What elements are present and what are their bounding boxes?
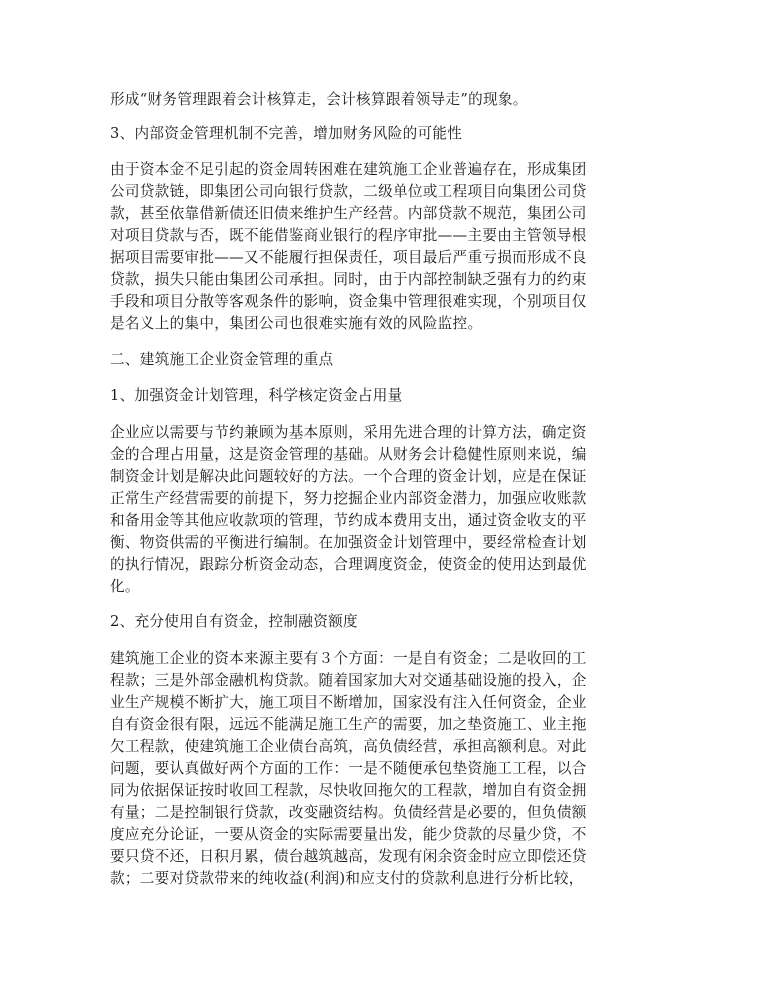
sub1-heading: 1、加强资金计划管理，科学核定资金占用量 xyxy=(110,387,403,404)
paragraph-line: 有量；二是控制银行贷款，改变融资结构。负债经营是必要的，但负债额 xyxy=(110,804,587,821)
paragraph-line: 正常生产经营需要的前提下，努力挖掘企业内部资金潜力，加强应收账款 xyxy=(110,490,587,507)
paragraph-line: 和备用金等其他应收款项的管理，节约成本费用支出，通过资金收支的平 xyxy=(110,512,587,529)
paragraph-line: 同为依据保证按时收回工程款，尽快收回拖欠的工程款，增加自有资金拥 xyxy=(110,782,587,799)
paragraph-line: 的执行情况，跟踪分析资金动态，合理调度资金，使资金的使用达到最优 xyxy=(110,556,587,573)
paragraph-line: 公司贷款链，即集团公司向银行贷款，二级单位或工程项目向集团公司贷 xyxy=(110,183,587,200)
paragraph-line: 业生产规模不断扩大，施工项目不断增加，国家没有注入任何资金，企业 xyxy=(110,694,587,711)
paragraph-line: 贷款，损失只能由集团公司承担。同时，由于内部控制缺乏强有力的约束 xyxy=(110,271,587,288)
paragraph-line: 由于资本金不足引起的资金周转困难在建筑施工企业普遍存在，形成集团 xyxy=(110,161,587,178)
paragraph-line: 度应充分论证，一要从资金的实际需要量出发，能少贷款的尽量少贷，不 xyxy=(110,826,587,843)
paragraph-line: 对项目贷款与否，既不能借鉴商业银行的程序审批——主要由主管领导根 xyxy=(110,227,587,244)
sub2-heading: 2、充分使用自有资金，控制融资额度 xyxy=(110,613,358,630)
paragraph-line: 自有资金很有限，远远不能满足施工生产的需要，加之垫资施工、业主拖 xyxy=(110,716,587,733)
paragraph-line: 企业应以需要与节约兼顾为基本原则，采用先进合理的计算方法，确定资 xyxy=(110,424,587,441)
paragraph-line: 金的合理占用量，这是资金管理的基础。从财务会计稳健性原则来说，编 xyxy=(110,446,587,463)
paragraph-line: 款，甚至依靠借新债还旧债来维护生产经营。内部贷款不规范，集团公司 xyxy=(110,205,587,222)
paragraph-line: 是名义上的集中，集团公司也很难实施有效的风险监控。 xyxy=(110,315,483,332)
paragraph-line: 手段和项目分散等客观条件的影响，资金集中管理很难实现，个别项目仅 xyxy=(110,293,587,310)
paragraph-line: 制资金计划是解决此问题较好的方法。一个合理的资金计划，应是在保证 xyxy=(110,468,587,485)
paragraph-line: 衡、物资供需的平衡进行编制。在加强资金计划管理中，要经常检查计划 xyxy=(110,534,587,551)
part2-heading: 二、建筑施工企业资金管理的重点 xyxy=(110,351,334,368)
section3-heading: 3、内部资金管理机制不完善，增加财务风险的可能性 xyxy=(110,125,463,142)
paragraph-line: 问题，要认真做好两个方面的工作：一是不随便承包垫资施工工程，以合 xyxy=(110,760,587,777)
paragraph-line: 要只贷不还，日积月累，债台越筑越高，发现有闲余资金时应立即偿还贷 xyxy=(110,848,587,865)
paragraph-line: 程款；三是外部金融机构贷款。随着国家加大对交通基础设施的投入，企 xyxy=(110,672,587,689)
paragraph-line: 欠工程款，使建筑施工企业债台高筑，高负债经营，承担高额利息。对此 xyxy=(110,738,587,755)
paragraph-line: 化。 xyxy=(110,578,140,595)
intro-line: 形成“财务管理跟着会计核算走，会计核算跟着领导走”的现象。 xyxy=(110,91,528,108)
paragraph-line: 据项目需要审批——又不能履行担保责任，项目最后严重亏损而形成不良 xyxy=(110,249,587,266)
paragraph-line: 建筑施工企业的资本来源主要有３个方面：一是自有资金；二是收回的工 xyxy=(110,650,587,667)
paragraph-line: 款；二要对贷款带来的纯收益(利润)和应支付的贷款利息进行分析比较， xyxy=(110,870,584,887)
